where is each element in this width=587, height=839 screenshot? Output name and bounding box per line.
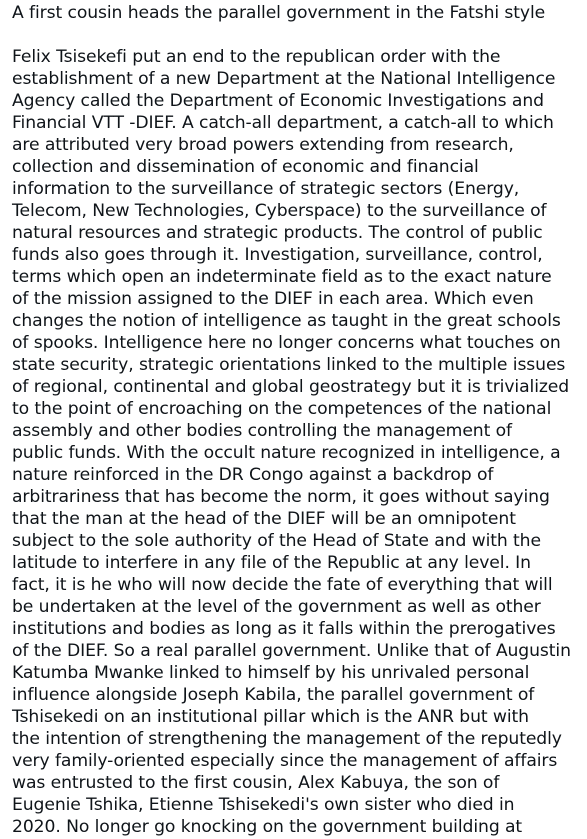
body-line: changes the notion of intelligence as taught in the great schools bbox=[12, 311, 561, 331]
body-line: arbitrariness that has become the norm, it goes without saying bbox=[12, 487, 550, 507]
body-line: information to the surveillance of strategic sectors (Energy, bbox=[12, 179, 520, 199]
body-line: Eugenie Tshika, Etienne Tshisekedi's own sister who died in bbox=[12, 795, 515, 815]
body-line: latitude to interfere in any file of the Republic at any level. In bbox=[12, 553, 531, 573]
body-line: be undertaken at the level of the government as well as other bbox=[12, 597, 541, 617]
body-line: public funds. With the occult nature recognized in intelligence, a bbox=[12, 443, 561, 463]
body-line: terms which open an indeterminate field as to the exact nature bbox=[12, 267, 552, 287]
body-line: nature reinforced in the DR Congo against a backdrop of bbox=[12, 465, 494, 485]
body-line: was entrusted to the first cousin, Alex Kabuya, the son of bbox=[12, 773, 500, 793]
body-line: 2020. No longer go knocking on the government building at bbox=[12, 817, 523, 837]
body-line: natural resources and strategic products. The control of public bbox=[12, 223, 543, 243]
body-line: Agency called the Department of Economic Investigations and bbox=[12, 91, 544, 111]
body-line: subject to the sole authority of the Head of State and with the bbox=[12, 531, 541, 551]
body-line: fact, it is he who will now decide the fate of everything that will bbox=[12, 575, 553, 595]
body-line: collection and dissemination of economic and financial bbox=[12, 157, 479, 177]
body-line: to the point of encroaching on the competences of the national bbox=[12, 399, 552, 419]
body-line: state security, strategic orientations linked to the multiple issues bbox=[12, 355, 566, 375]
body-line: Felix Tsisekefi put an end to the republican order with the bbox=[12, 47, 501, 67]
post-content bbox=[12, 2, 578, 838]
body-line: of the mission assigned to the DIEF in each area. Which even bbox=[12, 289, 534, 309]
body-line: very family-oriented especially since the management of affairs bbox=[12, 751, 558, 771]
body-line: the intention of strengthening the management of the reputedly bbox=[12, 729, 562, 749]
body-line: of spooks. Intelligence here no longer concerns what touches on bbox=[12, 333, 561, 353]
body-line: Tshisekedi on an institutional pillar which is the ANR but with bbox=[12, 707, 529, 727]
body-line: that the man at the head of the DIEF will be an omnipotent bbox=[12, 509, 516, 529]
post-title: A first cousin heads the parallel government in the Fatshi style bbox=[12, 3, 546, 23]
body-line: are attributed very broad powers extending from research, bbox=[12, 135, 514, 155]
body-line: Katumba Mwanke linked to himself by his unrivaled personal bbox=[12, 663, 530, 683]
body-line: influence alongside Joseph Kabila, the parallel government of bbox=[12, 685, 535, 705]
body-line: of the DIEF. So a real parallel government. Unlike that of Augustin bbox=[12, 641, 571, 661]
body-line: institutions and bodies as long as it falls within the prerogatives bbox=[12, 619, 556, 639]
body-line: assembly and other bodies controlling the management of bbox=[12, 421, 512, 441]
body-line: establishment of a new Department at the National Intelligence bbox=[12, 69, 556, 89]
body-line: Telecom, New Technologies, Cyberspace) to the surveillance of bbox=[12, 201, 547, 221]
body-line: funds also goes through it. Investigation, surveillance, control, bbox=[12, 245, 543, 265]
post-body bbox=[12, 46, 578, 838]
body-line: Financial VTT -DIEF. A catch-all department, a catch-all to which bbox=[12, 113, 554, 133]
body-line: of regional, continental and global geostrategy but it is trivialized bbox=[12, 377, 570, 397]
